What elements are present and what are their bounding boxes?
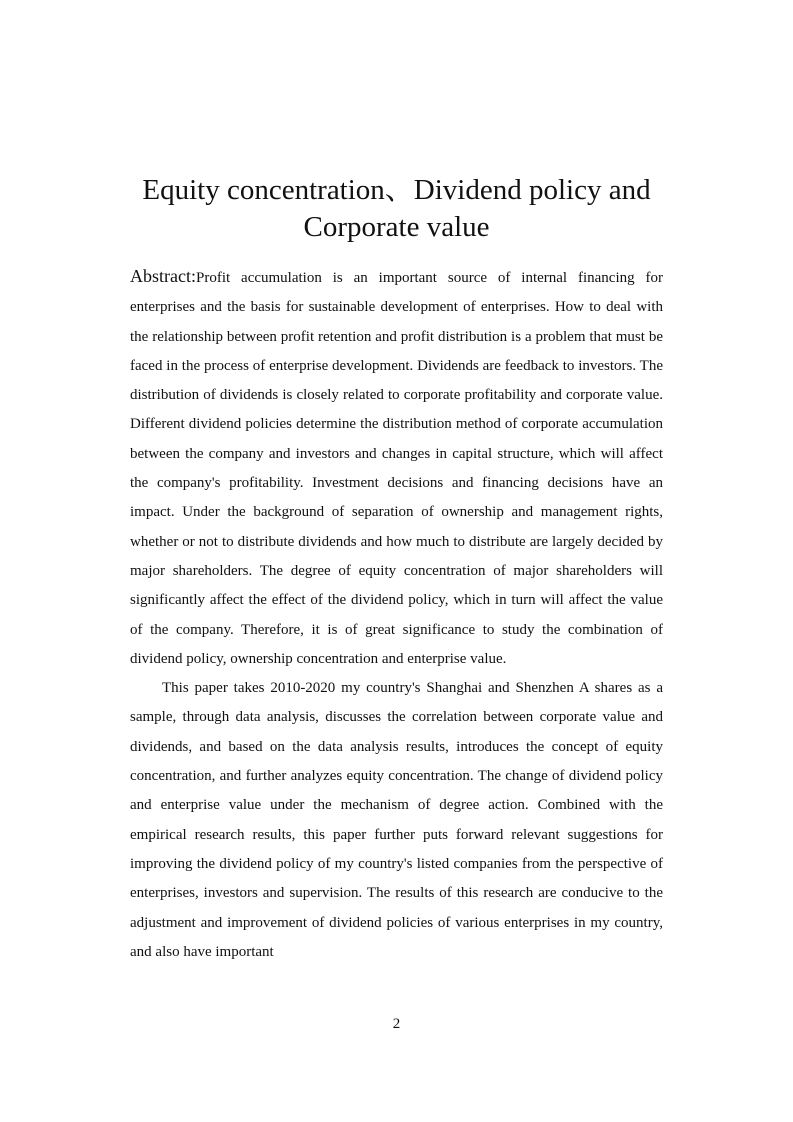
page-number: 2 xyxy=(392,1016,401,1032)
abstract-label: Abstract: xyxy=(130,266,196,286)
paper-title xyxy=(100,172,693,246)
abstract-paragraph-1 xyxy=(130,262,663,674)
abstract-paragraph-2: This paper takes 2010-2020 my country's Shanghai and Shenzhen A shares as a sample, through data analysis, discusses the correlation between corporate value and dividends, and based on the data analysis results, introduces the concept of equity concentration, and further analyzes equity concentration. The change of dividend policy and enterprise value under the mechanism of degree action. Combined with the empirical research results, this paper further puts forward relevant suggestions for improving the dividend policy of my country's listed companies from the perspective of enterprises, investors and supervision. The results of this research are conducive to the adjustment and improvement of dividend policies of various enterprises in my country, and also have important xyxy=(130,680,663,960)
abstract-section xyxy=(130,262,663,967)
abstract-paragraph-1-text: Profit accumulation is an important source of internal financing for enterprises and the basis for sustainable development of enterprises. How to deal with the relationship between profit retention and profit distribution is a problem that must be faced in the process of enterprise development. Dividends are feedback to investors. The distribution of dividends is closely related to corporate profitability and corporate value. Different dividend policies determine the distribution method of corporate accumulation between the company and investors and changes in capital structure, which will affect the company's profitability. Investment decisions and financing decisions have an impact. Under the background of separation of ownership and management rights, whether or not to distribute dividends and how much to distribute are largely decided by major shareholders. The degree of equity concentration of major shareholders will significantly affect the effect of the dividend policy, which in turn will affect the value of the company. Therefore, it is of great significance to study the combination of dividend policy, ownership concentration and enterprise value. xyxy=(130,270,663,667)
title-line-1: Equity concentration、Dividend policy and xyxy=(142,174,651,206)
title-line-2: Corporate value xyxy=(303,211,490,243)
